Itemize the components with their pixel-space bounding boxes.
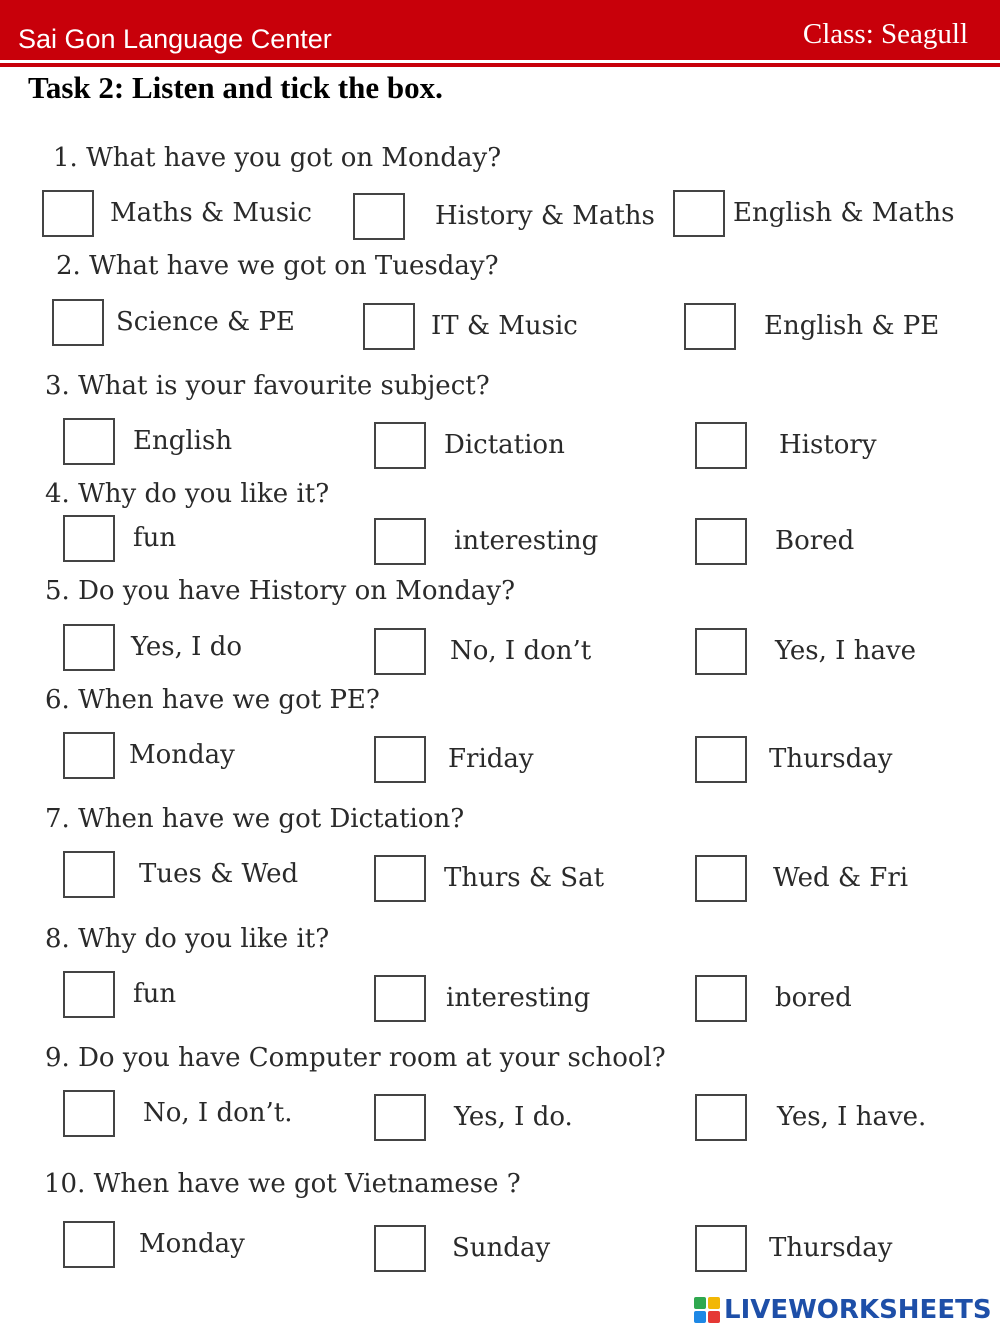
option-label: English & Maths <box>733 198 955 228</box>
option-6b[interactable] <box>374 736 534 783</box>
tick-box[interactable] <box>63 971 115 1018</box>
task-title: Task 2: Listen and tick the box. <box>28 70 443 105</box>
option-label: Yes, I have <box>775 636 917 666</box>
option-6a[interactable] <box>63 732 235 779</box>
question-4: 4. Why do you like it? <box>45 479 330 509</box>
option-label: English <box>133 426 233 456</box>
question-9: 9. Do you have Computer room at your school? <box>45 1043 666 1073</box>
tick-box[interactable] <box>374 855 426 902</box>
option-6c[interactable] <box>695 736 892 783</box>
option-1b[interactable] <box>353 193 655 240</box>
option-3c[interactable] <box>695 422 877 469</box>
option-label: Dictation <box>444 430 565 460</box>
option-label: History & Maths <box>435 201 655 231</box>
option-3a[interactable] <box>63 418 232 465</box>
option-label: Sunday <box>452 1233 551 1263</box>
option-10a[interactable] <box>63 1221 245 1268</box>
option-label: bored <box>775 983 852 1013</box>
question-10: 10. When have we got Vietnamese ? <box>44 1169 521 1199</box>
question-3: 3. What is your favourite subject? <box>45 371 490 401</box>
option-2a[interactable] <box>52 299 295 346</box>
tick-box[interactable] <box>63 851 115 898</box>
center-name: Sai Gon Language Center <box>18 24 332 54</box>
option-5c[interactable] <box>695 628 916 675</box>
tick-box[interactable] <box>374 628 426 675</box>
option-5a[interactable] <box>63 624 242 671</box>
class-label: Class: Seagull <box>802 18 968 50</box>
option-2c[interactable] <box>684 303 939 350</box>
option-4a[interactable] <box>63 515 176 562</box>
tick-box[interactable] <box>695 1094 747 1141</box>
tick-box[interactable] <box>42 190 94 237</box>
tick-box[interactable] <box>63 732 115 779</box>
question-6: 6. When have we got PE? <box>45 685 380 715</box>
tick-box[interactable] <box>363 303 415 350</box>
option-label: Thursday <box>769 744 893 774</box>
option-7a[interactable] <box>63 851 298 898</box>
option-label: No, I don’t. <box>143 1098 293 1128</box>
option-3b[interactable] <box>374 422 565 469</box>
option-label: fun <box>133 523 177 553</box>
tick-box[interactable] <box>673 190 725 237</box>
tick-box[interactable] <box>695 628 747 675</box>
tick-box[interactable] <box>374 1225 426 1272</box>
option-label: Monday <box>139 1229 245 1259</box>
option-label: interesting <box>454 526 599 556</box>
option-9a[interactable] <box>63 1090 293 1137</box>
option-label: Wed & Fri <box>773 863 909 893</box>
tick-box[interactable] <box>63 1090 115 1137</box>
tick-box[interactable] <box>63 515 115 562</box>
tick-box[interactable] <box>695 736 747 783</box>
option-9c[interactable] <box>695 1094 926 1141</box>
tick-box[interactable] <box>374 518 426 565</box>
tick-box[interactable] <box>695 422 747 469</box>
question-1: 1. What have you got on Monday? <box>53 143 502 173</box>
option-label: Yes, I do. <box>454 1102 573 1132</box>
option-label: Science & PE <box>116 307 295 337</box>
tick-box[interactable] <box>52 299 104 346</box>
question-8: 8. Why do you like it? <box>45 924 330 954</box>
option-label: fun <box>133 979 177 1009</box>
question-2: 2. What have we got on Tuesday? <box>56 251 499 281</box>
tick-box[interactable] <box>695 1225 747 1272</box>
option-label: IT & Music <box>431 311 578 341</box>
option-8c[interactable] <box>695 975 852 1022</box>
tick-box[interactable] <box>63 624 115 671</box>
question-7: 7. When have we got Dictation? <box>45 804 465 834</box>
option-4c[interactable] <box>695 518 854 565</box>
option-8b[interactable] <box>374 975 590 1022</box>
tick-box[interactable] <box>374 1094 426 1141</box>
option-label: Thursday <box>769 1233 893 1263</box>
option-7c[interactable] <box>695 855 908 902</box>
option-label: Thurs & Sat <box>444 863 605 893</box>
option-label: Monday <box>129 740 235 770</box>
option-8a[interactable] <box>63 971 176 1018</box>
option-label: Friday <box>448 744 534 774</box>
option-4b[interactable] <box>374 518 598 565</box>
tick-box[interactable] <box>353 193 405 240</box>
option-label: Bored <box>775 526 855 556</box>
tick-box[interactable] <box>374 422 426 469</box>
option-label: Yes, I have. <box>777 1102 927 1132</box>
option-label: Maths & Music <box>110 198 312 228</box>
option-label: Yes, I do <box>131 632 242 662</box>
option-5b[interactable] <box>374 628 591 675</box>
option-label: Tues & Wed <box>139 859 299 889</box>
tick-box[interactable] <box>374 975 426 1022</box>
option-label: interesting <box>446 983 591 1013</box>
tick-box[interactable] <box>374 736 426 783</box>
logo-text: LIVEWORKSHEETS <box>724 1295 992 1325</box>
header-bar <box>0 0 1000 60</box>
liveworksheets-logo-icon <box>694 1297 720 1323</box>
tick-box[interactable] <box>684 303 736 350</box>
liveworksheets-logo <box>694 1295 992 1325</box>
option-9b[interactable] <box>374 1094 573 1141</box>
tick-box[interactable] <box>63 418 115 465</box>
option-1c[interactable] <box>673 190 954 237</box>
tick-box[interactable] <box>695 518 747 565</box>
question-5: 5. Do you have History on Monday? <box>45 576 516 606</box>
option-10b[interactable] <box>374 1225 550 1272</box>
option-label: History <box>779 430 877 460</box>
tick-box[interactable] <box>695 855 747 902</box>
option-2b[interactable] <box>363 303 578 350</box>
tick-box[interactable] <box>63 1221 115 1268</box>
option-1a[interactable] <box>42 190 312 237</box>
option-label: English & PE <box>764 311 940 341</box>
header-divider <box>0 63 1000 67</box>
option-7b[interactable] <box>374 855 604 902</box>
option-label: No, I don’t <box>450 636 592 666</box>
option-10c[interactable] <box>695 1225 892 1272</box>
tick-box[interactable] <box>695 975 747 1022</box>
